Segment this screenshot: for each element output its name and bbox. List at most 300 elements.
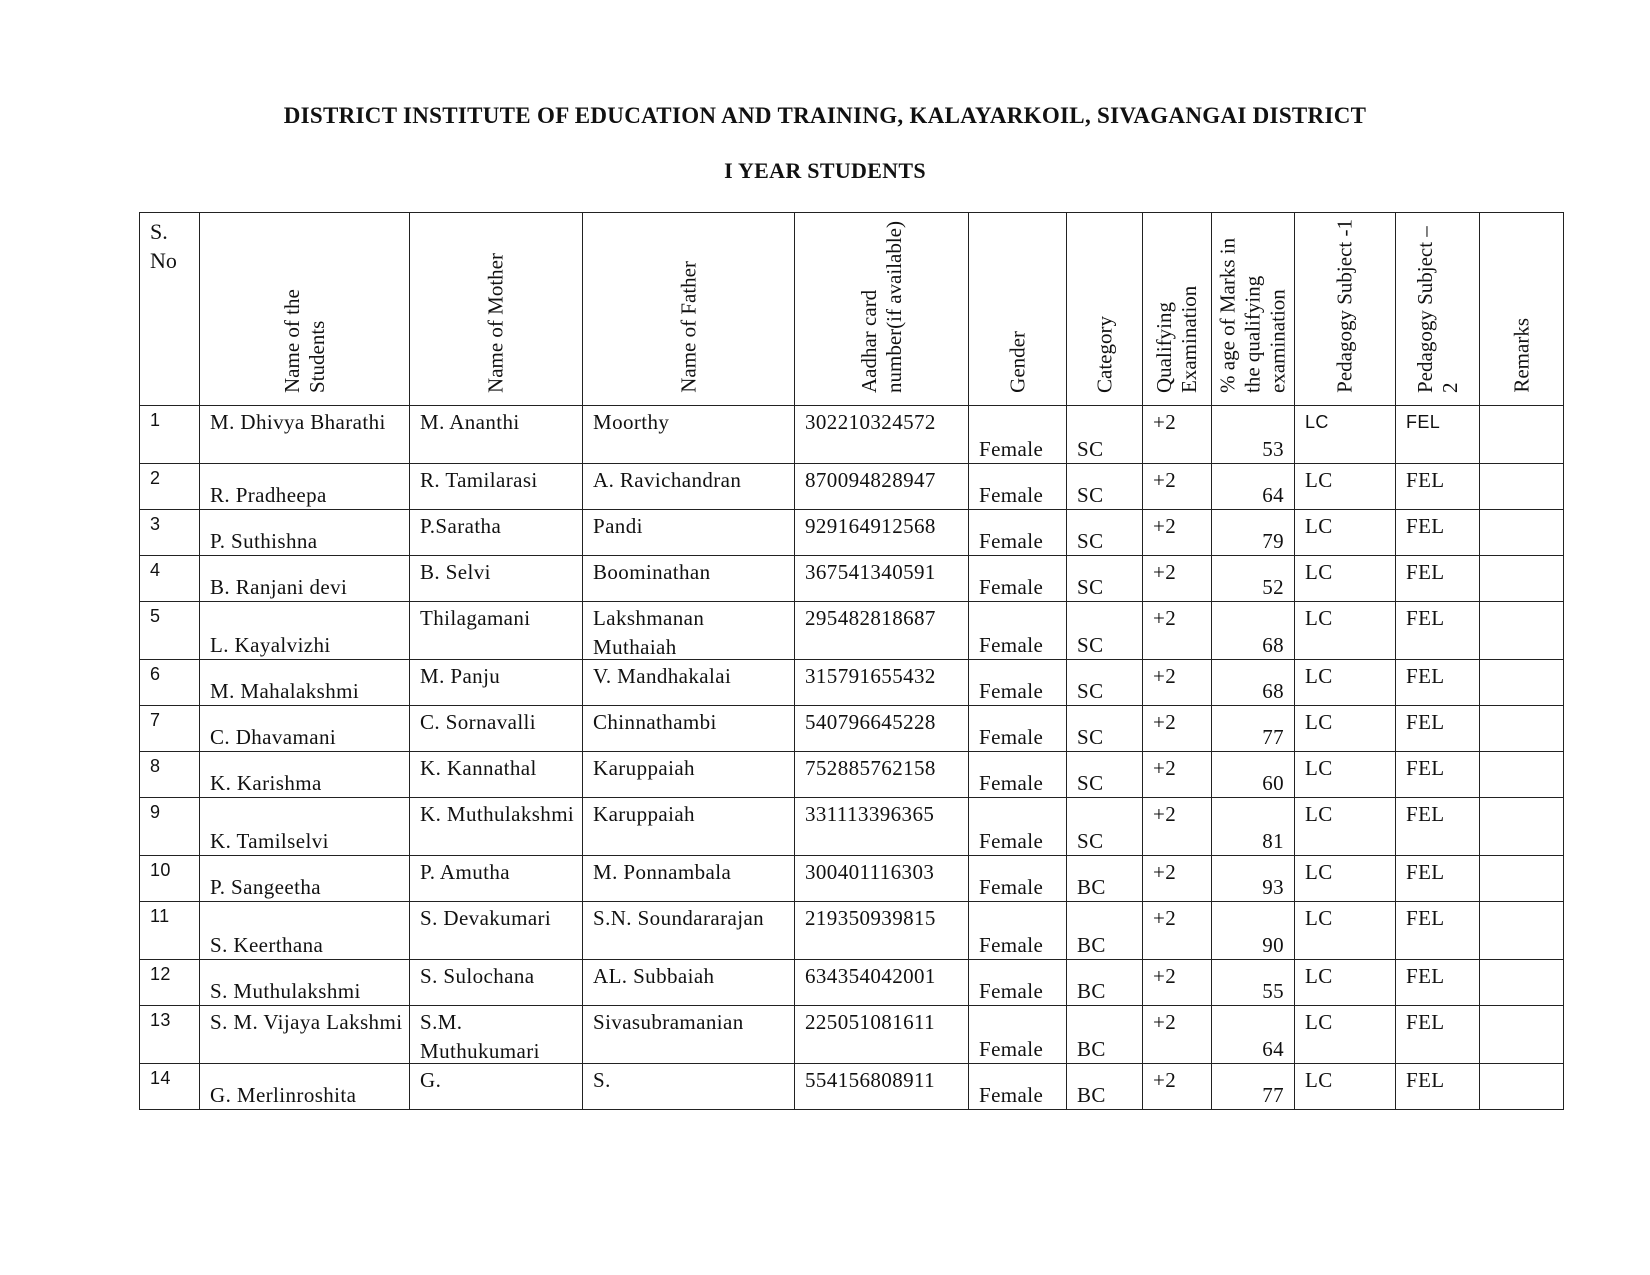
father-value: Lakshmanan Muthaiah [593, 606, 705, 659]
cell-pedagogy1 [1295, 1006, 1396, 1064]
category-value: BC [1077, 875, 1106, 899]
name-value: K. Karishma [210, 771, 322, 795]
cell-qualifying [1143, 660, 1212, 706]
name-value: B. Ranjani devi [210, 575, 348, 599]
cell-sno [140, 660, 200, 706]
cell-qualifying [1143, 464, 1212, 510]
category-value: BC [1077, 933, 1106, 957]
cell-mother [410, 602, 583, 660]
pedagogy2-value: FEL [1406, 1068, 1445, 1092]
cell-pedagogy2 [1396, 510, 1480, 556]
qualifying-value: +2 [1153, 606, 1177, 630]
cell-mother [410, 1006, 583, 1064]
cell-pedagogy2 [1396, 960, 1480, 1006]
header-pedagogy1 [1295, 213, 1396, 406]
category-value: SC [1077, 529, 1104, 553]
cell-pedagogy2 [1396, 556, 1480, 602]
mother-value: K. Kannathal [420, 756, 537, 780]
cell-marks [1212, 902, 1295, 960]
cell-remarks [1480, 706, 1564, 752]
header-name-label: Name of the Students [279, 289, 329, 393]
cell-gender [969, 464, 1067, 510]
cell-gender [969, 660, 1067, 706]
cell-father [583, 602, 795, 660]
cell-sno [140, 510, 200, 556]
cell-pedagogy1 [1295, 660, 1396, 706]
marks-value: 55 [1262, 979, 1284, 1003]
pedagogy1-value: LC [1305, 1068, 1333, 1092]
table-row [140, 660, 1564, 706]
header-aadhar-label: Aadhar card number(if available) [856, 221, 906, 393]
sno-value: 12 [150, 964, 171, 984]
father-value: Boominathan [593, 560, 711, 584]
cell-name [200, 960, 410, 1006]
cell-pedagogy2 [1396, 752, 1480, 798]
gender-value: Female [979, 529, 1044, 553]
cell-pedagogy1 [1295, 752, 1396, 798]
cell-mother [410, 660, 583, 706]
marks-value: 77 [1262, 725, 1284, 749]
qualifying-value: +2 [1153, 468, 1177, 492]
cell-aadhar [795, 902, 969, 960]
cell-remarks [1480, 960, 1564, 1006]
name-value: S. Keerthana [210, 933, 324, 957]
cell-qualifying [1143, 602, 1212, 660]
cell-category [1067, 706, 1143, 752]
marks-value: 64 [1262, 1037, 1284, 1061]
cell-mother [410, 406, 583, 464]
cell-aadhar [795, 602, 969, 660]
cell-aadhar [795, 406, 969, 464]
aadhar-value: 554156808911 [805, 1068, 936, 1092]
pedagogy2-value: FEL [1406, 514, 1445, 538]
name-value: L. Kayalvizhi [210, 633, 331, 657]
cell-qualifying [1143, 556, 1212, 602]
marks-value: 64 [1262, 483, 1284, 507]
pedagogy2-value: FEL [1406, 606, 1445, 630]
cell-mother [410, 706, 583, 752]
cell-marks [1212, 510, 1295, 556]
cell-category [1067, 556, 1143, 602]
aadhar-value: 315791655432 [805, 664, 936, 688]
cell-aadhar [795, 798, 969, 856]
header-marks [1212, 213, 1295, 406]
marks-value: 93 [1262, 875, 1284, 899]
cell-remarks [1480, 602, 1564, 660]
header-qualifying [1143, 213, 1212, 406]
qualifying-value: +2 [1153, 860, 1177, 884]
cell-pedagogy2 [1396, 660, 1480, 706]
cell-aadhar [795, 1064, 969, 1110]
cell-sno [140, 706, 200, 752]
document-title: DISTRICT INSTITUTE OF EDUCATION AND TRAINING, KALAYARKOIL, SIVAGANGAI DISTRICT [283, 103, 1367, 128]
pedagogy2-value: FEL [1406, 468, 1445, 492]
cell-qualifying [1143, 510, 1212, 556]
aadhar-value: 752885762158 [805, 756, 936, 780]
pedagogy2-value: FEL [1406, 756, 1445, 780]
cell-mother [410, 960, 583, 1006]
cell-mother [410, 752, 583, 798]
cell-sno [140, 1064, 200, 1110]
cell-marks [1212, 798, 1295, 856]
pedagogy1-value: LC [1305, 412, 1329, 432]
cell-gender [969, 902, 1067, 960]
cell-gender [969, 602, 1067, 660]
cell-name [200, 660, 410, 706]
pedagogy2-value: FEL [1406, 860, 1445, 884]
cell-remarks [1480, 752, 1564, 798]
cell-pedagogy1 [1295, 556, 1396, 602]
header-father-label: Name of Father [676, 261, 700, 393]
mother-value: G. [420, 1068, 442, 1092]
mother-value: S. Sulochana [420, 964, 535, 988]
cell-pedagogy1 [1295, 464, 1396, 510]
pedagogy1-value: LC [1305, 514, 1333, 538]
name-value: S. Muthulakshmi [210, 979, 361, 1003]
cell-father [583, 706, 795, 752]
pedagogy1-value: LC [1305, 1010, 1333, 1034]
cell-marks [1212, 556, 1295, 602]
cell-sno [140, 556, 200, 602]
category-value: SC [1077, 575, 1104, 599]
qualifying-value: +2 [1153, 664, 1177, 688]
category-value: SC [1077, 633, 1104, 657]
marks-value: 53 [1262, 437, 1284, 461]
cell-aadhar [795, 660, 969, 706]
cell-pedagogy1 [1295, 960, 1396, 1006]
cell-remarks [1480, 556, 1564, 602]
cell-aadhar [795, 464, 969, 510]
cell-gender [969, 706, 1067, 752]
cell-gender [969, 1064, 1067, 1110]
cell-father [583, 406, 795, 464]
cell-name [200, 752, 410, 798]
aadhar-value: 300401116303 [805, 860, 935, 884]
qualifying-value: +2 [1153, 802, 1177, 826]
aadhar-value: 540796645228 [805, 710, 936, 734]
cell-qualifying [1143, 902, 1212, 960]
father-value: S. [593, 1068, 611, 1092]
cell-qualifying [1143, 856, 1212, 902]
category-value: SC [1077, 483, 1104, 507]
pedagogy2-value: FEL [1406, 560, 1445, 584]
cell-category [1067, 960, 1143, 1006]
pedagogy1-value: LC [1305, 964, 1333, 988]
cell-name [200, 1064, 410, 1110]
sno-value: 7 [150, 710, 161, 730]
pedagogy1-value: LC [1305, 606, 1333, 630]
father-value: Sivasubramanian [593, 1010, 744, 1034]
sno-value: 3 [150, 514, 161, 534]
header-mother [410, 213, 583, 406]
pedagogy1-value: LC [1305, 756, 1333, 780]
sno-value: 9 [150, 802, 161, 822]
cell-father [583, 660, 795, 706]
qualifying-value: +2 [1153, 560, 1177, 584]
cell-remarks [1480, 902, 1564, 960]
header-pedagogy2 [1396, 213, 1480, 406]
table-row [140, 902, 1564, 960]
cell-father [583, 960, 795, 1006]
header-name [200, 213, 410, 406]
cell-sno [140, 856, 200, 902]
sno-value: 14 [150, 1068, 171, 1088]
cell-mother [410, 798, 583, 856]
table-row [140, 798, 1564, 856]
cell-sno [140, 602, 200, 660]
cell-category [1067, 660, 1143, 706]
table-row [140, 856, 1564, 902]
aadhar-value: 367541340591 [805, 560, 936, 584]
header-gender-label: Gender [1005, 331, 1029, 393]
sno-value: 13 [150, 1010, 171, 1030]
category-value: SC [1077, 437, 1104, 461]
cell-gender [969, 510, 1067, 556]
gender-value: Female [979, 829, 1044, 853]
cell-name [200, 902, 410, 960]
cell-remarks [1480, 510, 1564, 556]
cell-pedagogy2 [1396, 902, 1480, 960]
cell-gender [969, 556, 1067, 602]
cell-father [583, 556, 795, 602]
cell-name [200, 464, 410, 510]
cell-qualifying [1143, 1006, 1212, 1064]
cell-mother [410, 464, 583, 510]
cell-father [583, 464, 795, 510]
cell-sno [140, 902, 200, 960]
cell-father [583, 856, 795, 902]
cell-marks [1212, 706, 1295, 752]
cell-category [1067, 1064, 1143, 1110]
cell-remarks [1480, 856, 1564, 902]
cell-marks [1212, 602, 1295, 660]
aadhar-value: 634354042001 [805, 964, 936, 988]
sno-value: 2 [150, 468, 161, 488]
mother-value: M. Ananthi [420, 410, 520, 434]
mother-value: S.M. Muthukumari [420, 1010, 540, 1063]
sno-value: 6 [150, 664, 161, 684]
cell-category [1067, 1006, 1143, 1064]
category-value: SC [1077, 725, 1104, 749]
cell-marks [1212, 752, 1295, 798]
cell-pedagogy2 [1396, 464, 1480, 510]
aadhar-value: 219350939815 [805, 906, 936, 930]
sno-value: 8 [150, 756, 161, 776]
cell-gender [969, 752, 1067, 798]
cell-qualifying [1143, 960, 1212, 1006]
cell-pedagogy2 [1396, 1006, 1480, 1064]
qualifying-value: +2 [1153, 1010, 1177, 1034]
qualifying-value: +2 [1153, 410, 1177, 434]
pedagogy1-value: LC [1305, 906, 1333, 930]
table-row [140, 556, 1564, 602]
pedagogy1-value: LC [1305, 664, 1333, 688]
cell-category [1067, 406, 1143, 464]
gender-value: Female [979, 1083, 1044, 1107]
marks-value: 52 [1262, 575, 1284, 599]
cell-sno [140, 798, 200, 856]
marks-value: 60 [1262, 771, 1284, 795]
category-value: BC [1077, 1083, 1106, 1107]
cell-father [583, 798, 795, 856]
cell-marks [1212, 856, 1295, 902]
header-sno-label: S. No [150, 219, 177, 273]
mother-value: P.Saratha [420, 514, 502, 538]
cell-marks [1212, 1006, 1295, 1064]
father-value: A. Ravichandran [593, 468, 742, 492]
cell-aadhar [795, 752, 969, 798]
cell-pedagogy1 [1295, 510, 1396, 556]
aadhar-value: 929164912568 [805, 514, 936, 538]
cell-marks [1212, 660, 1295, 706]
cell-pedagogy1 [1295, 856, 1396, 902]
header-pedagogy1-label: Pedagogy Subject -1 [1332, 219, 1357, 393]
mother-value: M. Panju [420, 664, 501, 688]
name-value: C. Dhavamani [210, 725, 337, 749]
father-value: S.N. Soundararajan [593, 906, 765, 930]
cell-sno [140, 464, 200, 510]
name-value: K. Tamilselvi [210, 829, 329, 853]
mother-value: B. Selvi [420, 560, 491, 584]
qualifying-value: +2 [1153, 756, 1177, 780]
table-header-row [140, 213, 1564, 406]
table-row [140, 706, 1564, 752]
cell-remarks [1480, 1006, 1564, 1064]
cell-sno [140, 752, 200, 798]
cell-gender [969, 1006, 1067, 1064]
pedagogy2-value: FEL [1406, 710, 1445, 734]
marks-value: 68 [1262, 633, 1284, 657]
cell-name [200, 856, 410, 902]
table-row [140, 1064, 1564, 1110]
cell-father [583, 1006, 795, 1064]
cell-pedagogy2 [1396, 798, 1480, 856]
father-value: Moorthy [593, 410, 670, 434]
table-row [140, 406, 1564, 464]
cell-pedagogy2 [1396, 406, 1480, 464]
cell-aadhar [795, 510, 969, 556]
marks-value: 81 [1262, 829, 1284, 853]
cell-name [200, 556, 410, 602]
aadhar-value: 302210324572 [805, 410, 936, 434]
cell-pedagogy2 [1396, 602, 1480, 660]
name-value: M. Dhivya Bharathi [210, 410, 386, 434]
cell-pedagogy1 [1295, 602, 1396, 660]
aadhar-value: 331113396365 [805, 802, 935, 826]
mother-value: S. Devakumari [420, 906, 552, 930]
cell-name [200, 798, 410, 856]
marks-value: 90 [1262, 933, 1284, 957]
mother-value: P. Amutha [420, 860, 510, 884]
cell-category [1067, 856, 1143, 902]
mother-value: K. Muthulakshmi [420, 802, 575, 826]
cell-father [583, 902, 795, 960]
cell-aadhar [795, 1006, 969, 1064]
cell-pedagogy1 [1295, 798, 1396, 856]
cell-aadhar [795, 856, 969, 902]
cell-name [200, 706, 410, 752]
cell-father [583, 1064, 795, 1110]
cell-marks [1212, 1064, 1295, 1110]
father-value: V. Mandhakalai [593, 664, 732, 688]
cell-pedagogy2 [1396, 856, 1480, 902]
aadhar-value: 225051081611 [805, 1010, 936, 1034]
pedagogy2-value: FEL [1406, 964, 1445, 988]
cell-remarks [1480, 660, 1564, 706]
cell-category [1067, 902, 1143, 960]
header-marks-label: % age of Marks in the qualifying examination [1215, 237, 1290, 393]
header-aadhar [795, 213, 969, 406]
cell-pedagogy1 [1295, 902, 1396, 960]
table-row [140, 752, 1564, 798]
cell-qualifying [1143, 406, 1212, 464]
cell-name [200, 406, 410, 464]
qualifying-value: +2 [1153, 1068, 1177, 1092]
header-father [583, 213, 795, 406]
table-row [140, 1006, 1564, 1064]
table-row [140, 510, 1564, 556]
mother-value: C. Sornavalli [420, 710, 537, 734]
header-category-label: Category [1092, 316, 1116, 393]
category-value: BC [1077, 979, 1106, 1003]
father-value: Karuppaiah [593, 802, 695, 826]
pedagogy2-value: FEL [1406, 1010, 1445, 1034]
header-pedagogy2-label: Pedagogy Subject – 2 [1412, 226, 1462, 393]
table-body [140, 406, 1564, 1110]
cell-pedagogy2 [1396, 706, 1480, 752]
cell-sno [140, 960, 200, 1006]
gender-value: Female [979, 725, 1044, 749]
aadhar-value: 870094828947 [805, 468, 936, 492]
father-value: Pandi [593, 514, 643, 538]
pedagogy1-value: LC [1305, 802, 1333, 826]
cell-marks [1212, 406, 1295, 464]
pedagogy1-value: LC [1305, 468, 1333, 492]
cell-marks [1212, 464, 1295, 510]
header-remarks-label: Remarks [1509, 318, 1533, 393]
cell-mother [410, 902, 583, 960]
gender-value: Female [979, 483, 1044, 507]
cell-gender [969, 798, 1067, 856]
cell-qualifying [1143, 706, 1212, 752]
cell-father [583, 510, 795, 556]
mother-value: Thilagamani [420, 606, 531, 630]
cell-category [1067, 464, 1143, 510]
table-row [140, 960, 1564, 1006]
name-value: S. M. Vijaya Lakshmi [210, 1010, 403, 1034]
cell-mother [410, 856, 583, 902]
category-value: SC [1077, 679, 1104, 703]
cell-category [1067, 510, 1143, 556]
cell-name [200, 602, 410, 660]
sno-value: 4 [150, 560, 161, 580]
cell-category [1067, 798, 1143, 856]
gender-value: Female [979, 679, 1044, 703]
cell-remarks [1480, 464, 1564, 510]
cell-remarks [1480, 406, 1564, 464]
pedagogy1-value: LC [1305, 710, 1333, 734]
qualifying-value: +2 [1153, 514, 1177, 538]
pedagogy2-value: FEL [1406, 802, 1445, 826]
cell-category [1067, 752, 1143, 798]
cell-sno [140, 1006, 200, 1064]
cell-gender [969, 856, 1067, 902]
cell-remarks [1480, 1064, 1564, 1110]
cell-name [200, 1006, 410, 1064]
sno-value: 5 [150, 606, 161, 626]
pedagogy2-value: FEL [1406, 906, 1445, 930]
cell-qualifying [1143, 752, 1212, 798]
